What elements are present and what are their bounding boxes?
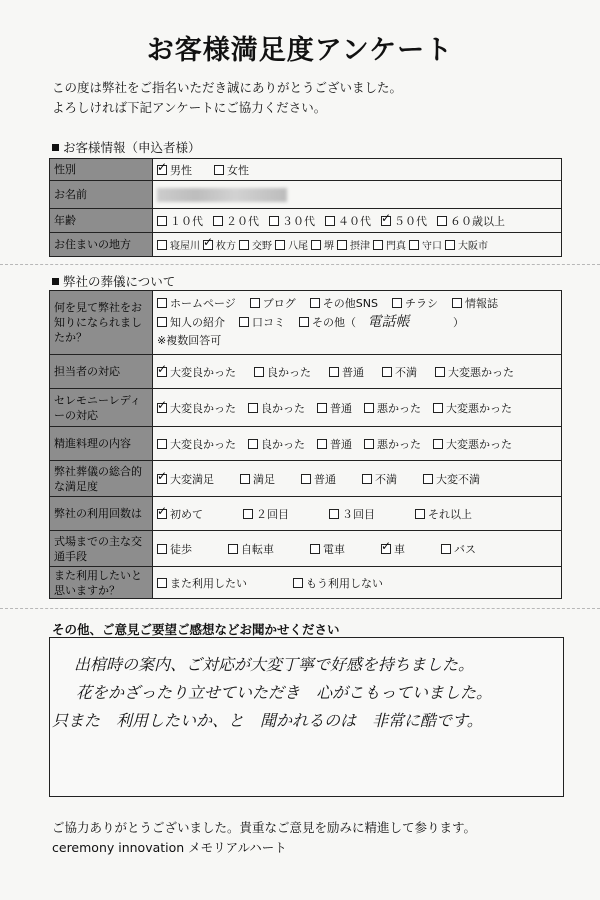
mc-options [153,389,562,427]
option-item[interactable] [445,237,488,252]
checkbox-icon[interactable] [452,298,462,308]
option-label: ６０歳以上 [450,214,505,228]
option-item[interactable] [239,237,272,252]
checkbox-icon[interactable] [293,578,303,588]
checkbox-icon[interactable] [213,216,223,226]
option-item[interactable] [157,471,214,487]
option-item[interactable] [293,575,383,591]
option-item[interactable] [433,400,512,416]
option-item[interactable] [415,506,472,522]
option-label: ２０代 [226,214,259,228]
option-item[interactable] [437,213,505,229]
option-label: 堺 [324,241,334,252]
option-item[interactable] [433,436,512,452]
checkbox-icon[interactable] [415,509,425,519]
option-item[interactable] [364,400,421,416]
food-label: 精進料理の内容 [50,427,153,461]
checkbox-icon[interactable] [364,439,374,449]
option-item[interactable] [435,364,514,380]
checkbox-icon[interactable] [157,544,167,554]
option-item[interactable] [157,237,200,252]
option-item[interactable] [228,541,274,557]
checkbox-icon[interactable] [240,474,250,484]
option-label: 不満 [395,365,417,379]
option-label: 悪かった [377,401,421,415]
option-item[interactable] [392,295,438,313]
area-options [153,233,562,257]
option-item[interactable] [409,237,442,252]
staff-options [153,355,562,389]
fold-line [0,608,600,609]
option-item[interactable] [381,213,427,229]
checkbox-icon[interactable] [301,474,311,484]
fold-line [0,264,600,265]
option-item[interactable] [250,295,296,313]
option-label: 情報誌 [464,297,498,310]
option-label: 悪かった [377,437,421,451]
option-label: 車 [394,542,405,556]
option-label: 不満 [375,472,397,486]
checkbox-icon[interactable] [433,403,443,413]
checkbox-icon[interactable] [329,367,339,377]
times-label: 弊社の利用回数は [50,497,153,531]
option-item[interactable] [248,400,305,416]
option-item[interactable] [301,471,336,487]
option-label: 大変悪かった [446,437,512,451]
age-label: 年齢 [50,209,153,233]
option-item[interactable] [381,541,405,557]
comments-heading: その他、ご意見ご要望ご感想などお聞かせください [52,622,340,637]
comments-textarea[interactable] [49,637,564,797]
option-label: チラシ [404,297,438,310]
page-title: お客様満足度アンケート [146,35,454,66]
checkbox-icon[interactable] [157,578,167,588]
checkbox-icon[interactable] [325,216,335,226]
checkbox-icon[interactable] [433,439,443,449]
option-label: 交野 [252,241,272,252]
option-item[interactable] [157,213,203,229]
checkbox-icon[interactable] [382,367,392,377]
comment-line: 出棺時の案内、ご対応が大変丁寧で好感を持ちました。 [74,655,475,674]
option-label: 大阪市 [458,241,488,252]
option-label: 初めて [170,507,203,521]
checkbox-icon[interactable] [311,240,321,250]
checkbox-icon[interactable] [437,216,447,226]
option-item[interactable] [325,213,371,229]
option-item[interactable] [239,314,285,332]
checkbox-icon[interactable] [248,403,258,413]
transport-options [153,531,562,567]
checkbox-icon[interactable] [157,298,167,308]
option-item[interactable] [213,213,259,229]
checkbox-icon[interactable] [275,240,285,250]
option-item[interactable] [317,436,352,452]
checked-checkbox-icon[interactable] [381,544,391,554]
option-label: 大変悪かった [448,365,514,379]
food-options [153,427,562,461]
option-item[interactable] [243,506,289,522]
checked-checkbox-icon[interactable] [203,240,213,250]
option-label: 男性 [170,163,192,177]
option-item[interactable] [452,295,498,313]
checkbox-icon[interactable] [423,474,433,484]
name-label: お名前 [50,181,153,209]
option-label: 大変良かった [170,401,236,415]
option-item[interactable] [157,314,225,332]
redacted-name [157,188,287,202]
checkbox-icon[interactable] [157,240,167,250]
option-item[interactable] [329,506,375,522]
option-item[interactable] [203,237,236,252]
option-label: 自転車 [241,542,274,556]
option-item[interactable] [157,295,236,313]
checkbox-icon[interactable] [337,240,347,250]
checked-checkbox-icon[interactable] [157,509,167,519]
option-label: 大変良かった [170,437,236,451]
option-item[interactable] [157,436,236,452]
option-item[interactable] [382,364,417,380]
checked-checkbox-icon[interactable] [381,216,391,226]
option-item[interactable] [157,400,236,416]
footer [52,818,476,858]
option-label: 大変悪かった [446,401,512,415]
checkbox-icon[interactable] [269,216,279,226]
checkbox-icon[interactable] [248,439,258,449]
option-label: ブログ [262,297,296,310]
option-label: 普通 [330,401,352,415]
option-label: 良かった [261,437,305,451]
checkbox-icon[interactable] [157,216,167,226]
checkbox-icon[interactable] [157,317,167,327]
section-customer-info-heading: お客様情報（申込者様） [52,138,201,156]
bullet-square-icon [52,144,59,151]
option-label: ホームページ [170,297,236,310]
overall-options [153,461,562,497]
option-item[interactable] [329,364,364,380]
option-label: 門真 [386,241,406,252]
option-item[interactable] [441,541,476,557]
funeral-survey-table [49,290,562,599]
checkbox-icon[interactable] [157,439,167,449]
multiple-answers-note: ※複数回答可 [157,334,222,347]
section-funeral-heading: 弊社の葬儀について [52,272,175,290]
checkbox-icon[interactable] [243,509,253,519]
option-item[interactable] [157,364,236,380]
bullet-square-icon [52,278,59,285]
checkbox-icon[interactable] [310,544,320,554]
option-label: 寝屋川 [170,241,200,252]
checkbox-icon[interactable] [214,165,224,175]
option-item[interactable] [254,364,311,380]
option-item[interactable] [373,237,406,252]
other-handwritten-answer: 電話帳 [367,314,410,330]
option-label: ５０代 [394,214,427,228]
checkbox-icon[interactable] [299,317,309,327]
option-item[interactable] [317,400,352,416]
option-label: 満足 [253,472,275,486]
option-label: 口コミ [252,316,285,329]
source-label: 何を見て弊社をお知りになられましたか？ [50,291,153,355]
gender-options [153,159,562,181]
option-item[interactable] [214,162,249,178]
option-label: 電車 [323,542,345,556]
checkbox-icon[interactable] [373,240,383,250]
comment-line: 只また 利用したいか、と 聞かれるのは 非常に酷です。 [52,711,483,730]
source-options [153,291,562,355]
checkbox-icon[interactable] [250,298,260,308]
checkbox-icon[interactable] [254,367,264,377]
checkbox-icon[interactable] [364,403,374,413]
option-item[interactable] [248,436,305,452]
checkbox-icon[interactable] [317,439,327,449]
option-label: 大変良かった [170,365,236,379]
option-label: 知人の紹介 [170,316,225,329]
option-label: 普通 [342,365,364,379]
customer-info-table [49,158,562,257]
option-label: 普通 [330,437,352,451]
reuse-label: また利用したいと思いますか？ [50,567,153,599]
option-label: ３回目 [342,507,375,521]
option-label: また利用したい [170,576,247,590]
times-options [153,497,562,531]
name-field[interactable] [153,181,562,209]
checked-checkbox-icon[interactable] [157,474,167,484]
intro-text: この度は弊社をご指名いただき誠にありがとうございました。 よろしければ下記アンケートにご協力ください。 [52,80,403,115]
option-label: 良かった [267,365,311,379]
option-item[interactable] [337,237,370,252]
gender-label: 性別 [50,159,153,181]
option-label: 八尾 [288,241,308,252]
checked-checkbox-icon[interactable] [157,403,167,413]
option-label: ４０代 [338,214,371,228]
checkbox-icon[interactable] [329,509,339,519]
option-item[interactable] [157,162,192,178]
area-label: お住まいの地方 [50,233,153,257]
option-item[interactable] [157,541,192,557]
staff-label: 担当者の対応 [50,355,153,389]
option-label: バス [454,542,476,556]
checkbox-icon[interactable] [445,240,455,250]
option-label: その他SNS [322,297,378,310]
option-item[interactable] [269,213,315,229]
option-label: それ以上 [428,507,472,521]
checkbox-icon[interactable] [317,403,327,413]
option-label: 大変満足 [170,472,214,486]
option-item[interactable] [299,314,356,332]
checkbox-icon[interactable] [409,240,419,250]
comment-line: 花をかざったり立せていただき 心がこもっていました。 [76,683,493,702]
transport-label: 式場までの主な交通手段 [50,531,153,567]
mc-label: セレモニーレディーの対応 [50,389,153,427]
option-label: その他（ [312,316,356,329]
reuse-options [153,567,562,599]
option-label: もう利用しない [306,576,383,590]
company-name: ceremony innovation メモリアルハート [52,840,287,855]
overall-label: 弊社葬儀の総合的な満足度 [50,461,153,497]
option-item[interactable] [311,237,334,252]
option-item[interactable] [157,506,203,522]
option-label: 大変不満 [436,472,480,486]
option-item[interactable] [310,541,345,557]
option-item[interactable] [362,471,397,487]
option-label: ２回目 [256,507,289,521]
option-label: 普通 [314,472,336,486]
source-row-1 [157,295,557,313]
source-row-2: 知人の紹介 口コミ その他（ 電話帳 ） [157,313,557,332]
option-item[interactable] [157,575,247,591]
option-item[interactable] [423,471,480,487]
age-options [153,209,562,233]
option-label: 女性 [227,163,249,177]
checkbox-icon[interactable] [239,317,249,327]
option-label: 摂津 [350,241,370,252]
option-item[interactable] [364,436,421,452]
checkbox-icon[interactable] [310,298,320,308]
checked-checkbox-icon[interactable] [157,165,167,175]
checkbox-icon[interactable] [441,544,451,554]
option-item[interactable] [275,237,308,252]
checked-checkbox-icon[interactable] [157,367,167,377]
option-item[interactable] [240,471,275,487]
option-label: 枚方 [216,241,236,252]
option-label: １０代 [170,214,203,228]
option-label: 良かった [261,401,305,415]
checkbox-icon[interactable] [435,367,445,377]
option-label: 守口 [422,241,442,252]
checkbox-icon[interactable] [392,298,402,308]
checkbox-icon[interactable] [228,544,238,554]
thanks-message: ご協力ありがとうございました。貴重なご意見を励みに精進して参ります。 [52,820,477,835]
checkbox-icon[interactable] [362,474,372,484]
option-label: 徒歩 [170,542,192,556]
checkbox-icon[interactable] [239,240,249,250]
option-item[interactable] [310,295,378,313]
option-label: ３０代 [282,214,315,228]
